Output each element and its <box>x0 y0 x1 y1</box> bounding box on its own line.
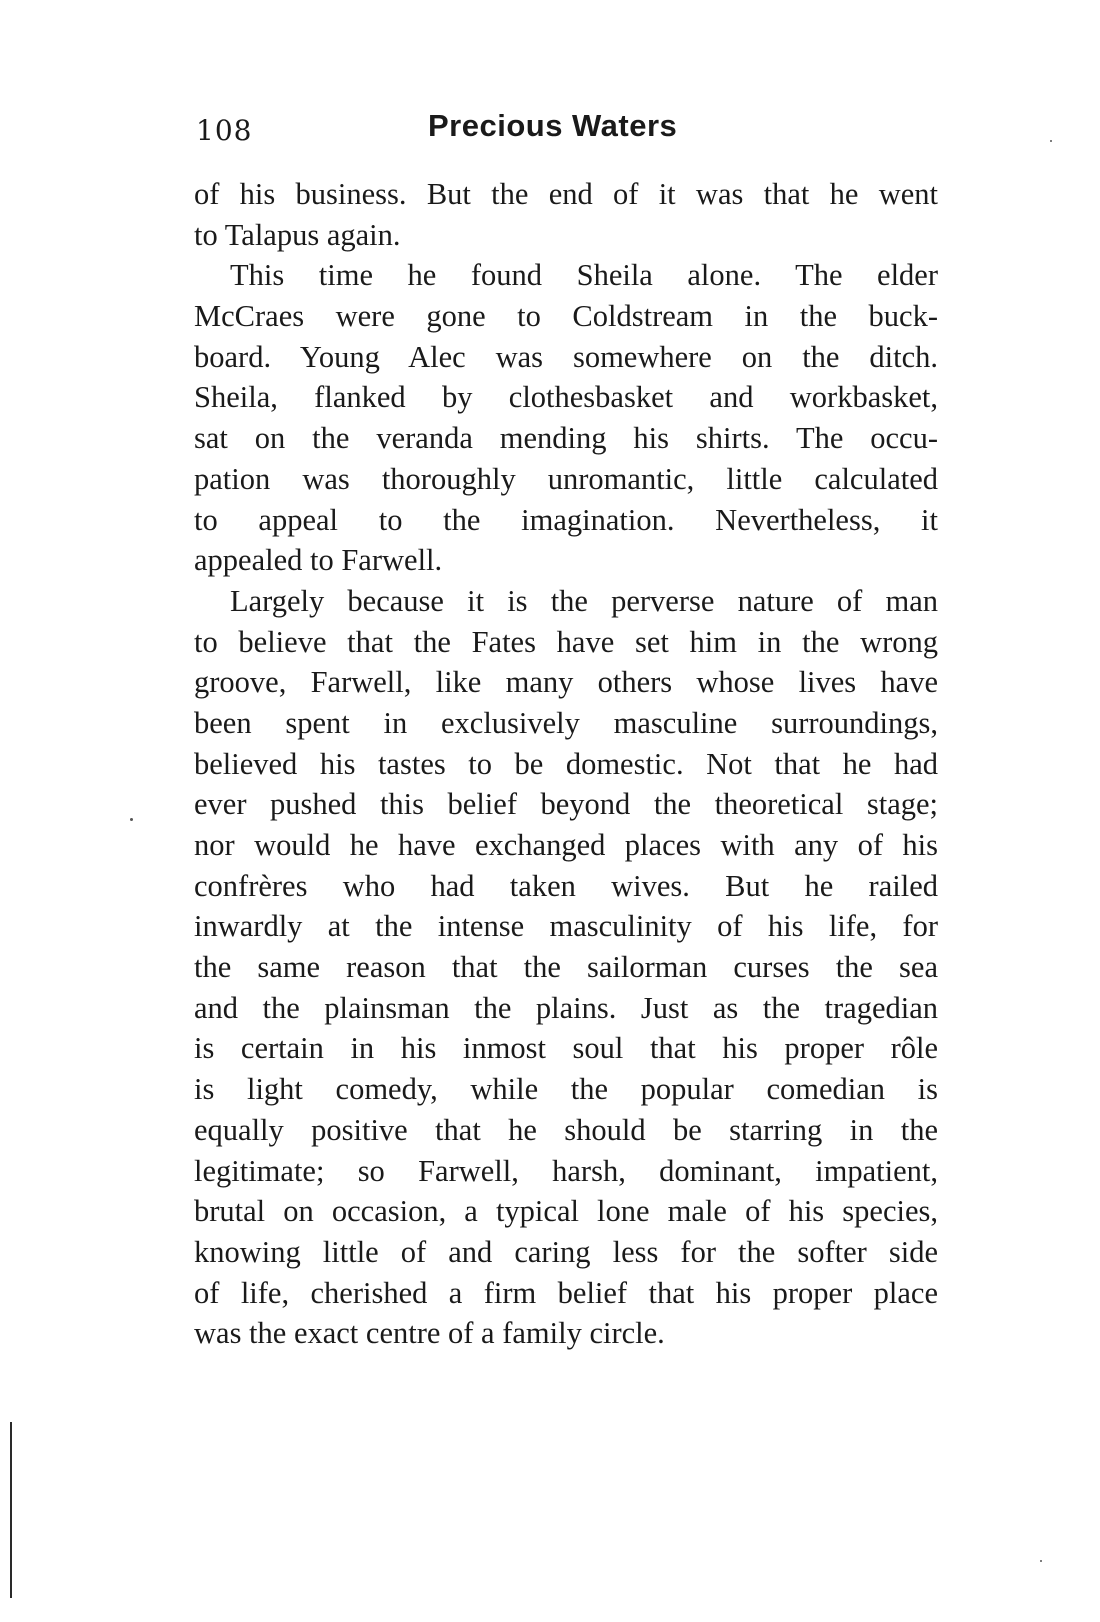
text-line: to appeal to the imagination. Nevertheless, it <box>194 502 938 537</box>
text-line: groove, Farwell, like many others whose lives have <box>194 665 938 700</box>
text-line: been spent in exclusively masculine surroundings, <box>194 705 938 740</box>
text-line: the same reason that the sailorman curses the sea <box>194 950 938 985</box>
text-line: to Talapus again. <box>194 217 401 252</box>
text-line: This time he found Sheila alone. The elder <box>230 258 938 293</box>
text-line: legitimate; so Farwell, harsh, dominant, impatient, <box>194 1153 938 1188</box>
text-line: confrères who had taken wives. But he railed <box>194 868 938 903</box>
text-line: sat on the veranda mending his shirts. The occu- <box>194 421 938 456</box>
text-line: and the plainsman the plains. Just as the tragedian <box>194 990 938 1025</box>
page-number: 108 <box>196 114 253 147</box>
text-line: appealed to Farwell. <box>194 543 443 578</box>
text-line: brutal on occasion, a typical lone male of his species, <box>194 1194 938 1229</box>
scan-speck <box>1050 140 1052 142</box>
text-line: inwardly at the intense masculinity of his life, for <box>194 909 938 944</box>
text-line: McCraes were gone to Coldstream in the buck- <box>194 299 938 334</box>
text-line: of life, cherished a firm belief that his proper place <box>194 1275 938 1310</box>
scan-margin-line <box>10 1422 12 1598</box>
text-line: Largely because it is the perverse nature of man <box>230 583 938 618</box>
text-line: pation was thoroughly unromantic, little calculated <box>194 461 938 496</box>
text-line: knowing little of and caring less for the softer side <box>194 1234 938 1269</box>
text-line: is certain in his inmost soul that his proper rôle <box>194 1031 938 1066</box>
text-line: Sheila, flanked by clothesbasket and workbasket, <box>194 380 938 415</box>
text-line: believed his tastes to be domestic. Not that he had <box>194 746 938 781</box>
scan-speck <box>130 818 133 821</box>
text-line: of his business. But the end of it was that he went <box>194 177 938 211</box>
body-text <box>194 174 938 1354</box>
text-line: equally positive that he should be starring in the <box>194 1112 938 1147</box>
text-line: was the exact centre of a family circle. <box>194 1316 665 1351</box>
text-line: to believe that the Fates have set him in the wrong <box>194 624 938 659</box>
text-line: nor would he have exchanged places with any of his <box>194 828 938 862</box>
text-line: is light comedy, while the popular comedian is <box>194 1072 938 1107</box>
running-head <box>196 108 936 158</box>
running-title: Precious Waters <box>428 108 678 143</box>
text-line: ever pushed this belief beyond the theoretical stage; <box>194 787 938 822</box>
text-line: board. Young Alec was somewhere on the ditch. <box>194 339 938 374</box>
scan-speck <box>1040 1560 1042 1562</box>
